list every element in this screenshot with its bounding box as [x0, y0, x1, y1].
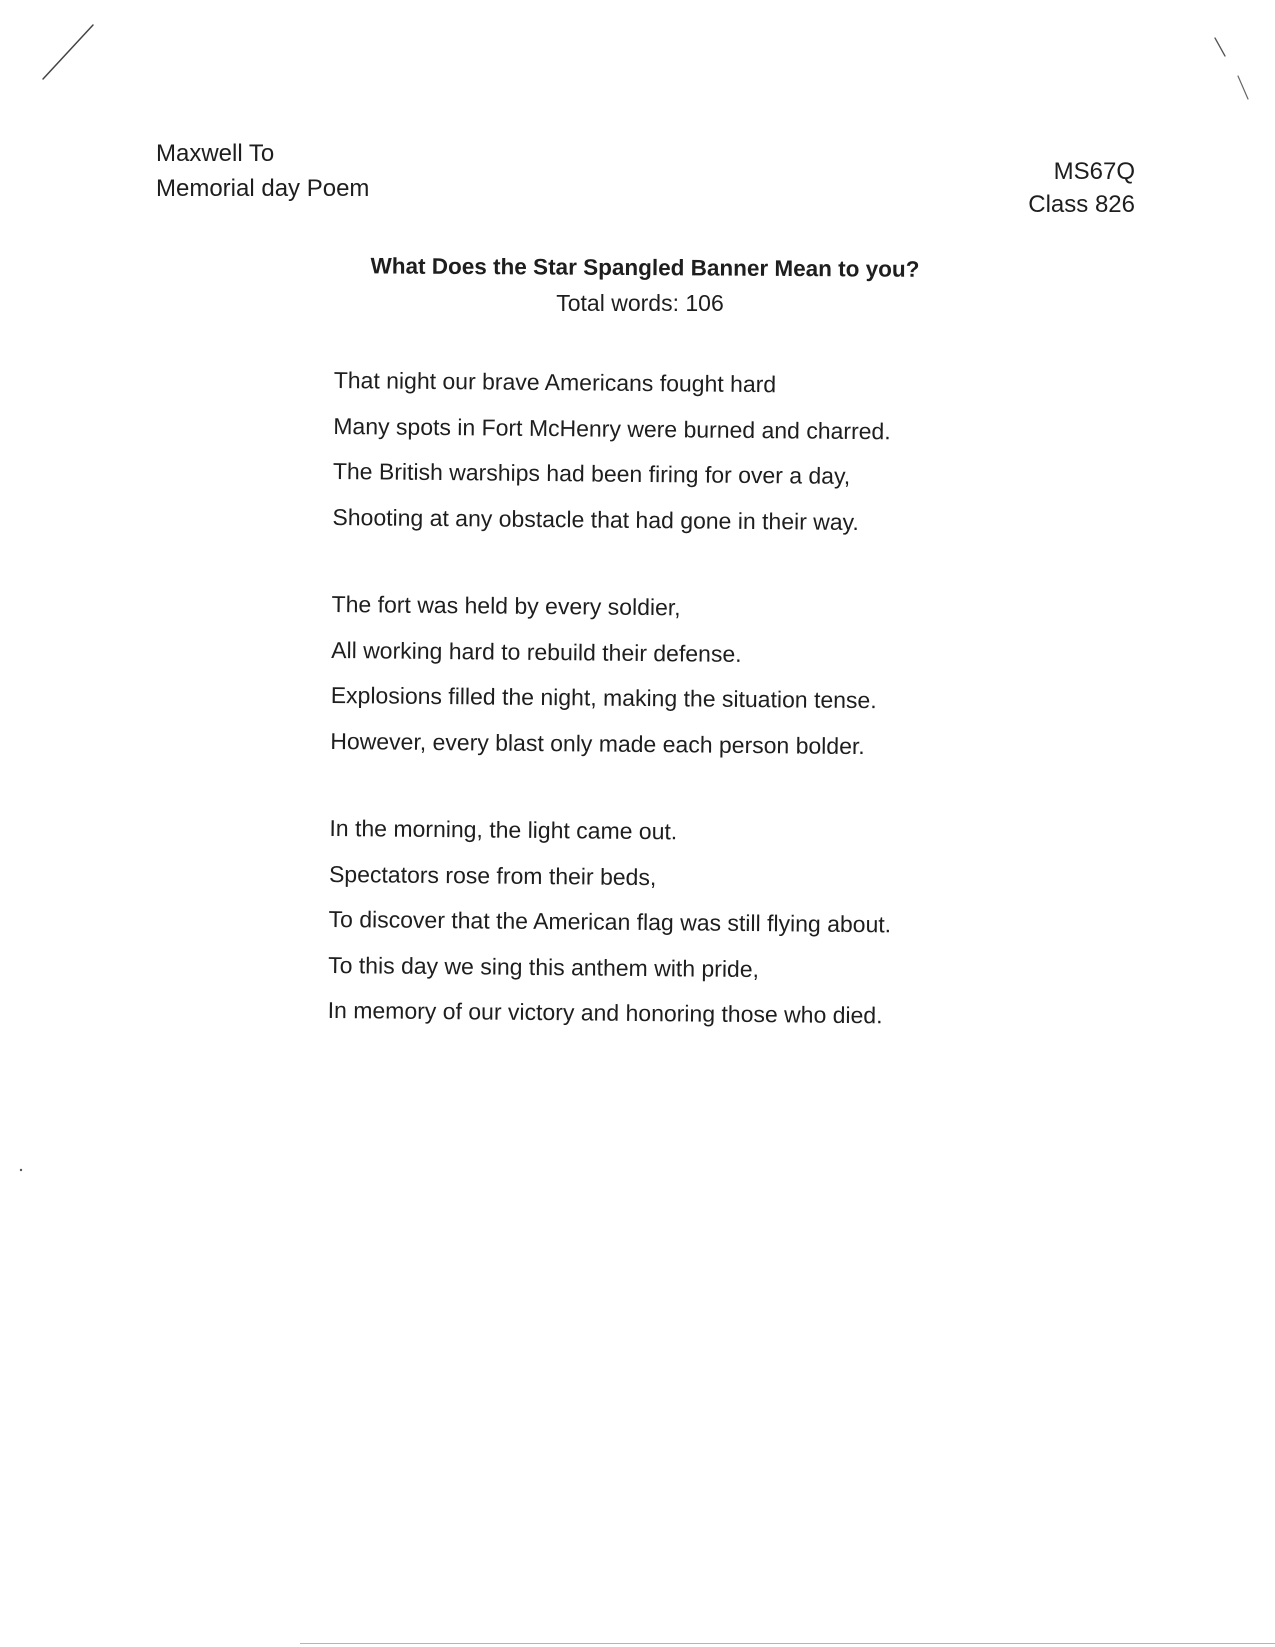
poem-line: In memory of our victory and honoring those who died. — [327, 996, 883, 1029]
poem-line: The British warships had been firing for over a day, — [332, 457, 851, 489]
poem-line: In the morning, the light came out. — [329, 814, 678, 845]
poem-line: However, every blast only made each person bolder. — [330, 727, 865, 759]
student-info — [156, 136, 369, 206]
poem-line: That night our brave Americans fought hard — [333, 366, 777, 398]
poem-line: Many spots in Fort McHenry were burned and charred. — [333, 412, 891, 444]
poem-line: All working hard to rebuild their defense. — [331, 636, 742, 667]
stanza-1 — [332, 358, 1034, 547]
stanza-2 — [330, 582, 1032, 771]
class-info — [1000, 155, 1135, 221]
stanza-3 — [328, 806, 1030, 1040]
school-code: MS67Q — [1053, 158, 1135, 185]
poem-line: Shooting at any obstacle that had gone in their way. — [332, 503, 859, 535]
pen-stroke-top-right-1 — [1215, 38, 1225, 56]
poem-body — [327, 358, 1034, 1082]
word-count: Total words: 106 — [556, 290, 724, 316]
poem-line: Explosions filled the night, making the situation tense. — [330, 681, 877, 714]
poem-line: Spectators rose from their beds, — [328, 860, 657, 890]
scan-bottom-edge — [300, 1643, 1275, 1644]
poem-line: To this day we sing this anthem with pride, — [328, 951, 760, 982]
poem-title: What Does the Star Spangled Banner Mean to you? — [370, 253, 920, 282]
assignment-name: Memorial day Poem — [156, 175, 370, 202]
pen-stroke-top-right-2 — [1238, 76, 1248, 99]
student-name: Maxwell To — [156, 140, 275, 167]
poem-line: To discover that the American flag was still flying about. — [328, 905, 892, 938]
pen-stroke-top-left — [43, 25, 93, 79]
class-label: Class 826 — [1028, 191, 1135, 218]
scan-speck — [20, 1169, 22, 1171]
poem-line: The fort was held by every soldier, — [331, 590, 681, 621]
